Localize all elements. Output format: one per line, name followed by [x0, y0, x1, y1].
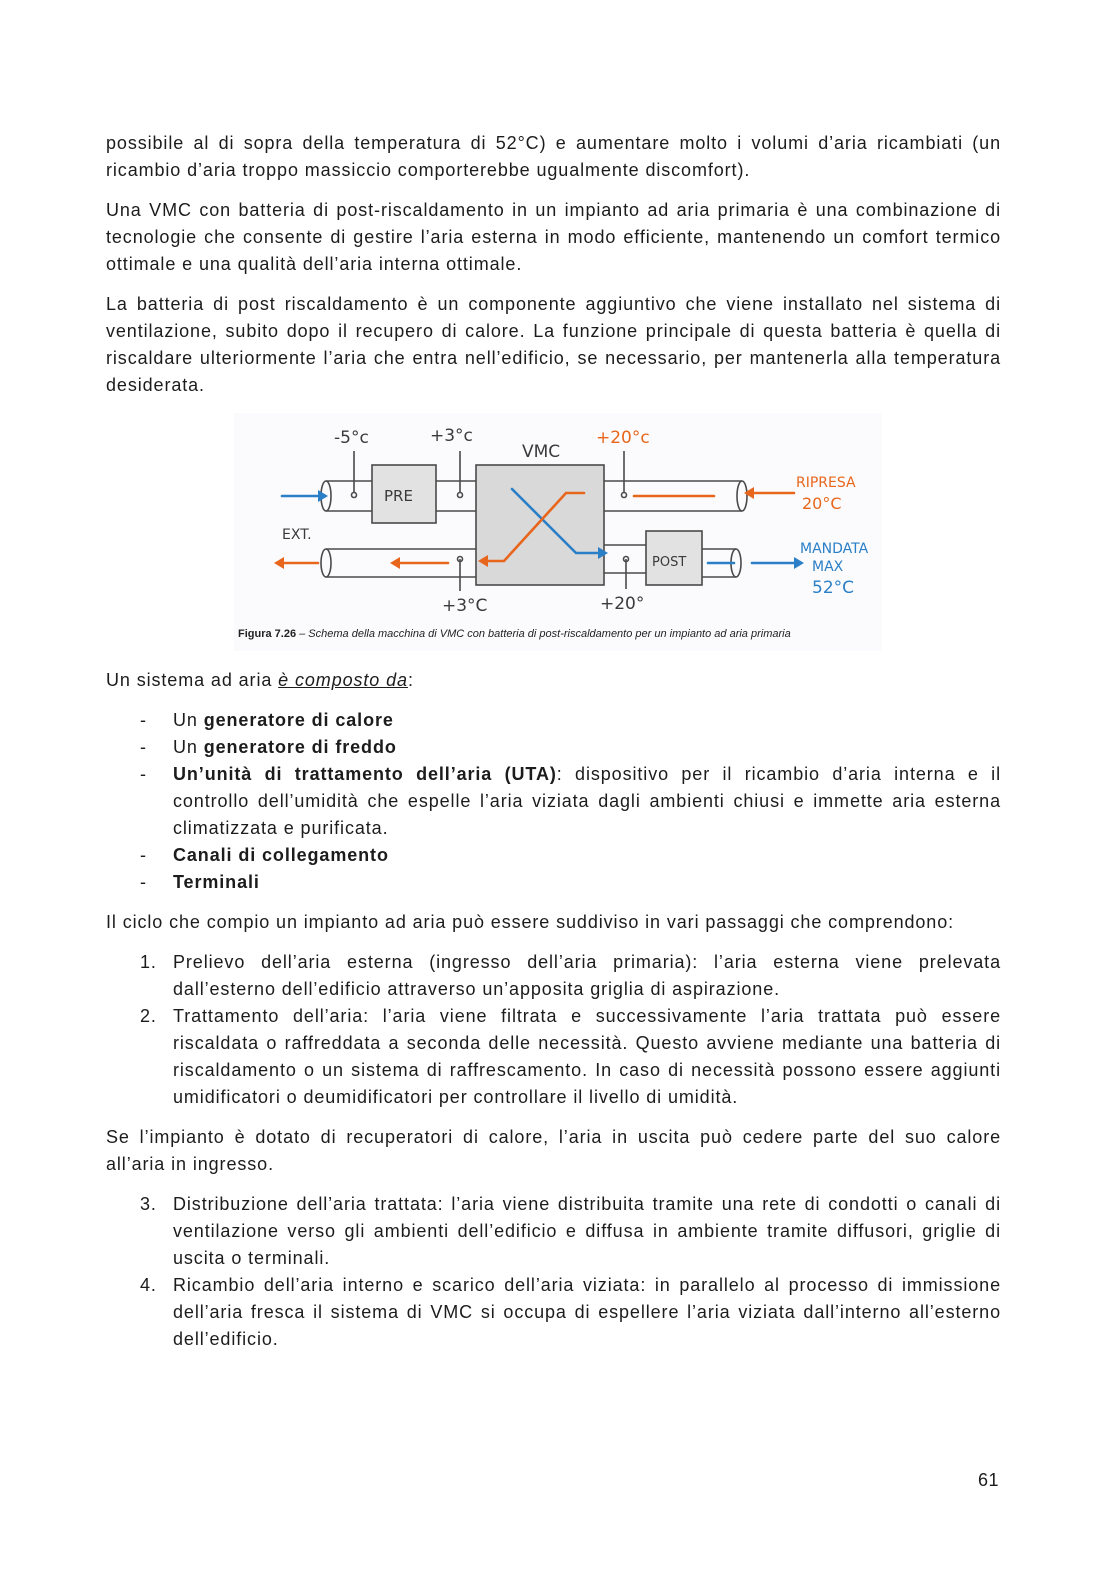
label-ripresa: RIPRESA — [796, 475, 856, 491]
dash-bullet: - — [140, 737, 147, 757]
system-intro — [106, 667, 1001, 694]
list-item: - Canali di collegamento — [106, 842, 1001, 869]
label-plus3-top: +3°c — [430, 426, 473, 446]
list-item: - Un’unità di trattamento dell’aria (UTA): dispositivo per il ricambio d’aria interna e il controllo dell’umidità che espelle l’aria viziata dagli ambienti chiusi e immette aria esterna climatizzata e purificata. — [106, 761, 1001, 842]
label-minus5: -5°c — [334, 428, 369, 448]
label-mandata-temp: 52°C — [812, 578, 855, 598]
paragraph-1: possibile al di sopra della temperatura di 52°C) e aumentare molto i volumi d’aria ricambiati (un ricambio d’aria troppo massiccio comporterebbe ugualmente discomfort). — [106, 133, 1001, 180]
cycle-middle: Se l’impianto è dotato di recuperatori di calore, l’aria in uscita può cedere parte del suo calore all’aria in ingresso. — [106, 1127, 1001, 1174]
caption-number: Figura 7.26 — [238, 628, 297, 640]
dash-bullet: - — [140, 845, 147, 865]
figure-caption — [238, 628, 791, 640]
cycle-intro: Il ciclo che compio un impianto ad aria può essere suddiviso in vari passaggi che comprendono: — [106, 912, 955, 932]
list-item: 3. Distribuzione dell’aria trattata: l’aria viene distribuita tramite una rete di condotti o canali di ventilazione verso gli ambienti dell’edificio e diffusa in ambiente tramite diffusori, griglie di uscita o terminali. — [140, 1194, 1001, 1268]
label-plus20-top: +20°c — [596, 428, 650, 448]
list-item: - Terminali — [106, 869, 1001, 896]
paragraph-3: La batteria di post riscaldamento è un componente aggiuntivo che viene installato nel sistema di ventilazione, subito dopo il recupero di calore. La funzione principale di questa batteria è quella di riscaldare ulteriormente l’aria che entra nell’edificio, se necessario, per mantenerla alla temperatura desiderata. — [106, 294, 1001, 395]
list-item: - Un generatore di freddo — [106, 734, 1001, 761]
label-pre: PRE — [384, 487, 413, 505]
caption-text: – Schema della macchina di VMC con batteria di post-riscaldamento per un impianto ad aria primaria — [296, 628, 791, 640]
cycle-steps-list-a — [106, 949, 1001, 1111]
page-content — [106, 130, 1001, 1366]
system-intro-post: : — [407, 670, 414, 690]
label-vmc: VMC — [522, 442, 561, 462]
list-item: 1. Prelievo dell’aria esterna (ingresso dell’aria primaria): l’aria esterna viene prelevata dall’esterno dell’edificio attraverso un’apposita griglia di aspirazione. — [140, 952, 1001, 999]
system-intro-pre: Un sistema ad aria — [106, 670, 279, 690]
cycle-steps-list-b — [106, 1191, 1001, 1353]
vmc-diagram — [234, 413, 882, 651]
dash-bullet: - — [140, 710, 147, 730]
vmc-unit-box — [476, 465, 604, 585]
vmc-figure — [234, 413, 882, 651]
label-mandata-max: MAX — [812, 559, 844, 575]
list-item: 2. Trattamento dell’aria: l’aria viene filtrata e successivamente l’aria trattata può essere riscaldata o raffreddata a seconda delle necessità. Questo avviene mediante una batteria di riscaldamento o un sistema di raffrescamento. In caso di necessità possono essere aggiunti umidificatori o deumidificatori per controllare il livello di umidità. — [140, 1006, 1001, 1107]
label-mandata: MANDATA — [800, 541, 869, 557]
list-item: - Un generatore di calore — [106, 707, 1001, 734]
system-intro-underlined: è composto da — [278, 670, 408, 690]
label-ripresa-temp: 20°C — [802, 494, 842, 513]
dash-bullet: - — [140, 764, 147, 784]
list-item: 4. Ricambio dell’aria interno e scarico dell’aria viziata: in parallelo al processo di immissione dell’aria fresca il sistema di VMC si occupa di espellere l’aria viziata dall’interno all’esterno dell’edificio. — [140, 1275, 1001, 1349]
label-plus20-bottom: +20° — [600, 594, 645, 614]
system-components-list — [106, 707, 1001, 896]
page-number: 61 — [978, 1470, 1000, 1490]
paragraph-2: Una VMC con batteria di post-riscaldamento in un impianto ad aria primaria è una combinazione di tecnologie che consente di gestire l’aria esterna in modo efficiente, mantenendo un comfort termico ottimale e una qualità dell’aria interna ottimale. — [106, 200, 1001, 274]
label-plus3-bottom: +3°C — [442, 596, 488, 616]
label-post: POST — [652, 555, 687, 570]
dash-bullet: - — [140, 872, 147, 892]
label-ext: EXT. — [282, 527, 312, 543]
